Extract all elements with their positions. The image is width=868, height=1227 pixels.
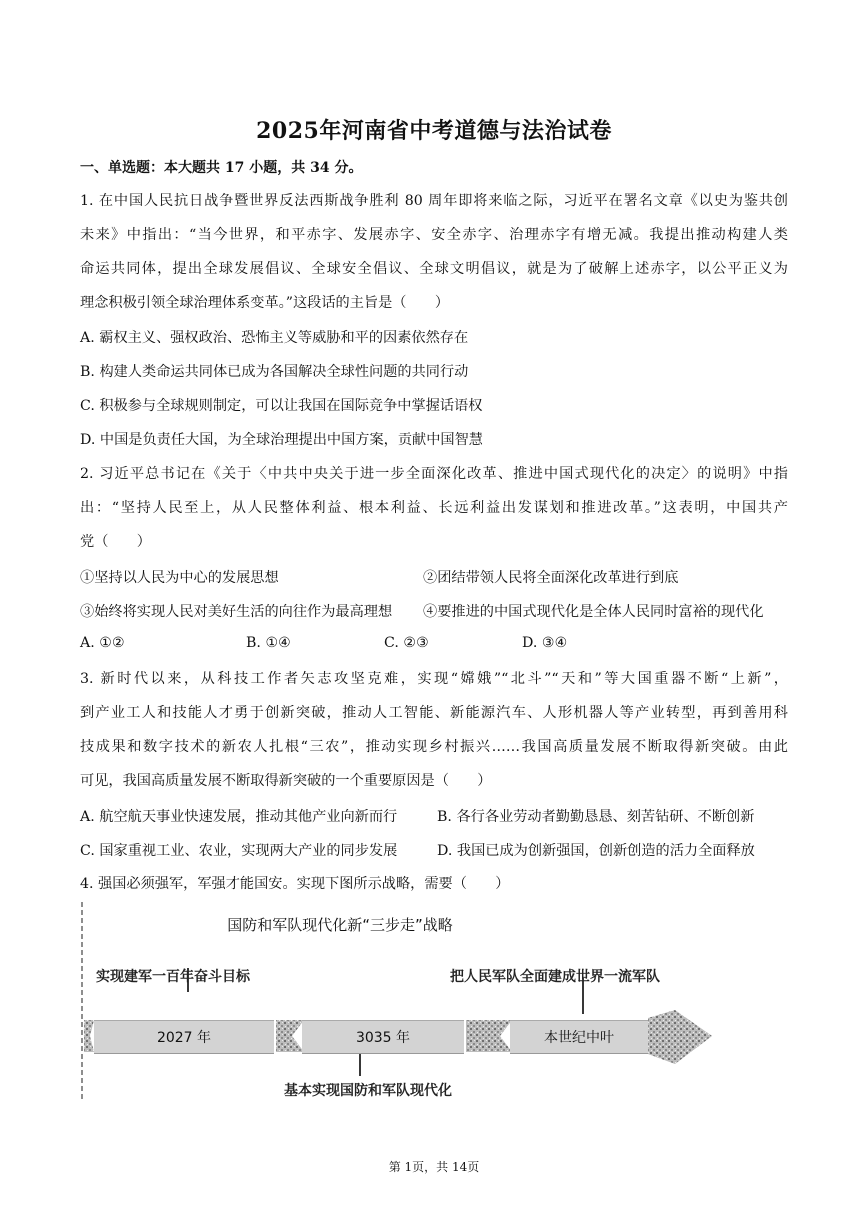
q1-line: 未来》中指出：“当今世界，和平赤字、发展赤字、安全赤字、治理赤字有增无减。我提出推动构建人类 <box>80 227 788 243</box>
exam-title: 2025年河南省中考道德与法治试卷 <box>256 118 612 144</box>
q1-option-b: B. 构建人类命运共同体已成为各国解决全球性问题的共同行动 <box>80 364 469 380</box>
q4-line: 4. 强国必须强军，军强才能国安。实现下图所示战略，需要（ ） <box>80 876 510 892</box>
page-footer: 第 1页，共 14页 <box>388 1160 480 1174</box>
q1-line: 1. 在中国人民抗日战争暨世界反法西斯战争胜利 80 周年即将来临之际，习近平在署名文章《以史为鉴共创 <box>80 193 788 209</box>
stage-2-bar: 3035 年 <box>302 1020 464 1054</box>
q1-option-a: A. 霸权主义、强权政治、恐怖主义等威胁和平的因素依然存在 <box>80 330 469 346</box>
arrow-head <box>648 1010 712 1064</box>
q2-statement-1: ①坚持以人民为中心的发展思想 <box>80 570 279 586</box>
goal-3-label: 把人民军队全面建成世界一流军队 <box>450 969 660 985</box>
tail-texture <box>84 1020 94 1052</box>
q2-statement-3: ③始终将实现人民对美好生活的向往作为最高理想 <box>80 604 393 620</box>
q3-line: 技成果和数字技术的新农人扎根“三农”，推动实现乡村振兴……我国高质量发展不断取得新突破。由此 <box>80 739 788 755</box>
q1-line: 命运共同体，提出全球发展倡议、全球安全倡议、全球文明倡议，就是为了破解上述赤字，以公平正义为 <box>80 261 788 277</box>
section-header: 一、单选题：本大题共 17 小题，共 34 分。 <box>80 160 363 176</box>
q3-option-c: C. 国家重视工业、农业，实现两大产业的同步发展 <box>80 843 398 859</box>
q2-line: 2. 习近平总书记在《关于〈中共中央关于进一步全面深化改革、推进中国式现代化的决定〉的说明》中指 <box>80 466 788 482</box>
stage-3-bar: 本世纪中叶 <box>510 1020 648 1054</box>
goal-2-label: 基本实现国防和军队现代化 <box>284 1083 452 1099</box>
q1-line: 理念积极引领全球治理体系变革。”这段话的主旨是（ ） <box>80 295 450 311</box>
q2-option-d: D. ③④ <box>522 635 568 651</box>
q3-line: 可见，我国高质量发展不断取得新突破的一个重要原因是（ ） <box>80 773 492 789</box>
q3-option-a: A. 航空航天事业快速发展，推动其他产业向新而行 <box>80 809 398 825</box>
q1-option-c: C. 积极参与全球规则制定，可以让我国在国际竞争中掌握话语权 <box>80 398 483 414</box>
q3-line: 到产业工人和技能人才勇于创新突破，推动人工智能、新能源汽车、人形机器人等产业转型，再到善用科 <box>80 705 788 721</box>
q2-line: 党（ ） <box>80 534 151 550</box>
chevron-texture-2 <box>466 1020 512 1052</box>
q2-option-c: C. ②③ <box>384 635 429 651</box>
q3-option-d: D. 我国已成为创新强国，创新创造的活力全面释放 <box>437 843 755 859</box>
chevron-texture-1 <box>276 1020 304 1052</box>
goal-1-label: 实现建军一百年奋斗目标 <box>96 969 250 985</box>
q1-option-d: D. 中国是负责任大国，为全球治理提出中国方案，贡献中国智慧 <box>80 432 483 448</box>
q3-line: 3. 新时代以来，从科技工作者矢志攻坚克难，实现“嫦娥”“北斗”“天和”等大国重器不断“上新”， <box>80 671 788 687</box>
q2-line: 出：“坚持人民至上，从人民整体利益、根本利益、长远利益出发谋划和推进改革。”这表明，中国共产 <box>80 500 788 516</box>
q3-option-b: B. 各行各业劳动者勤勤恳恳、刻苦钻研、不断创新 <box>437 809 755 825</box>
q2-option-b: B. ①④ <box>246 635 291 651</box>
stage-1-bar: 2027 年 <box>94 1020 274 1054</box>
strategy-figure <box>80 902 790 1102</box>
q2-statement-2: ②团结带领人民将全面深化改革进行到底 <box>423 570 679 586</box>
q2-option-a: A. ①② <box>80 635 125 651</box>
figure-title: 国防和军队现代化新“三步走”战略 <box>227 916 453 934</box>
q2-statement-4: ④要推进的中国式现代化是全体人民同时富裕的现代化 <box>423 604 764 620</box>
